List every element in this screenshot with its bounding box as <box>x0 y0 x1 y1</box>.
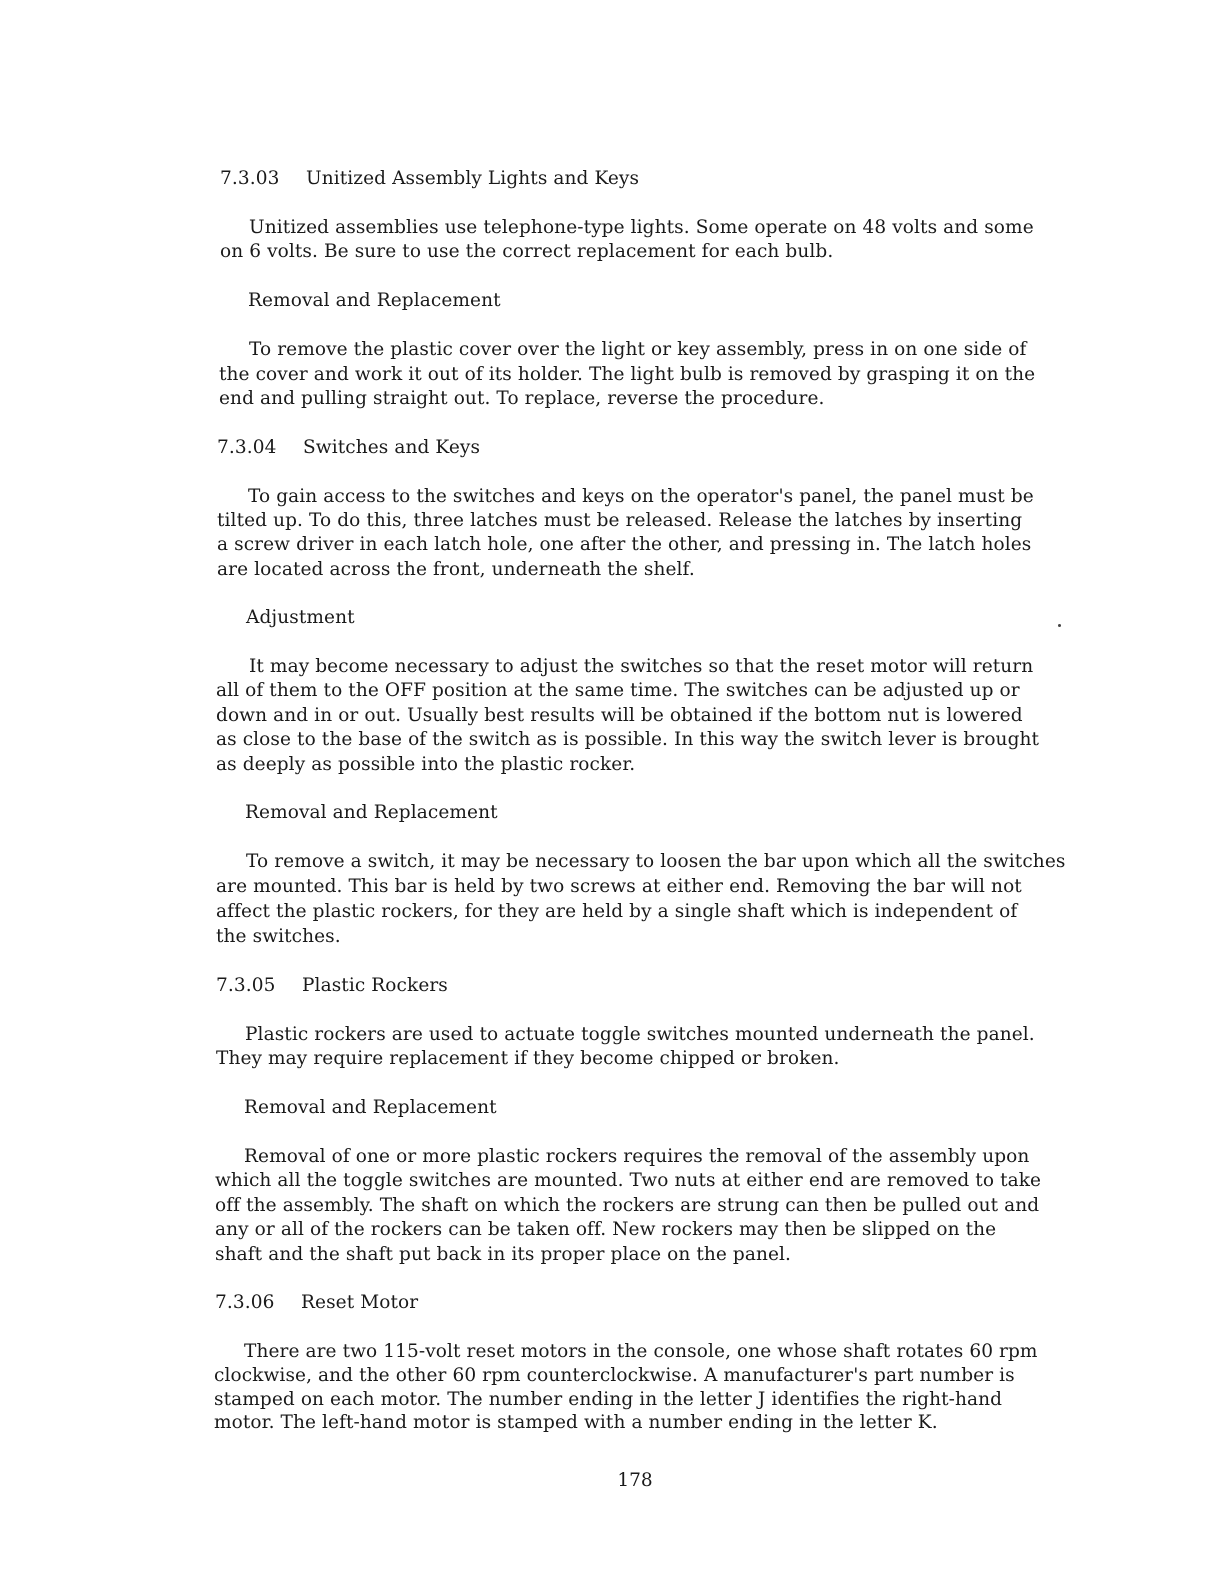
section-number: 7.3.04 <box>217 437 277 458</box>
section-title: Unitized Assembly Lights and Keys <box>306 168 640 189</box>
paragraph-line: any or all of the rockers can be taken off. New rockers may then be slipped on the <box>215 1219 997 1240</box>
paragraph-line: are located across the front, underneath the shelf. <box>217 559 695 580</box>
paragraph-line: Unitized assemblies use telephone-type lights. Some operate on 48 volts and some <box>249 217 1034 238</box>
subheading-removal-replacement: Removal and Replacement <box>245 802 498 823</box>
section-number: 7.3.03 <box>220 168 280 189</box>
section-number: 7.3.05 <box>216 975 276 996</box>
paragraph-line: shaft and the shaft put back in its proper place on the panel. <box>215 1244 792 1265</box>
paragraph-line: To remove the plastic cover over the light or key assembly, press in on one side of <box>249 339 1027 360</box>
section-title: Plastic Rockers <box>302 975 448 996</box>
section-heading-7-3-05 <box>216 974 448 998</box>
paragraph-line: tilted up. To do this, three latches must be released. Release the latches by inserting <box>217 510 1023 531</box>
subheading-adjustment: Adjustment <box>246 607 355 628</box>
paragraph-line: a screw driver in each latch hole, one after the other, and pressing in. The latch holes <box>217 534 1032 555</box>
subheading-removal-replacement: Removal and Replacement <box>244 1097 497 1118</box>
paragraph-line: It may become necessary to adjust the switches so that the reset motor will return <box>249 656 1034 677</box>
subheading-removal-replacement: Removal and Replacement <box>248 290 501 311</box>
paragraph-line: off the assembly. The shaft on which the rockers are strung can then be pulled out and <box>215 1195 1040 1216</box>
section-heading-7-3-04 <box>217 436 480 460</box>
section-title: Switches and Keys <box>303 437 481 458</box>
section-heading-7-3-06 <box>215 1291 418 1315</box>
paragraph-line: To gain access to the switches and keys on the operator's panel, the panel must be <box>248 486 1034 507</box>
section-number: 7.3.06 <box>215 1292 275 1313</box>
paragraph-line: the cover and work it out of its holder. The light bulb is removed by grasping it on the <box>219 364 1036 385</box>
paragraph-line: They may require replacement if they become chipped or broken. <box>216 1048 840 1069</box>
paragraph-line: To remove a switch, it may be necessary to loosen the bar upon which all the switches <box>246 851 1066 872</box>
paragraph-line: as close to the base of the switch as is possible. In this way the switch lever is brought <box>216 729 1040 750</box>
paragraph-line: which all the toggle switches are mounted. Two nuts at either end are removed to take <box>215 1170 1042 1191</box>
paragraph-line: are mounted. This bar is held by two screws at either end. Removing the bar will not <box>216 876 1022 897</box>
paragraph-line: all of them to the OFF position at the same time. The switches can be adjusted up or <box>216 680 1020 701</box>
paragraph-line: clockwise, and the other 60 rpm counterclockwise. A manufacturer's part number is <box>214 1365 1015 1386</box>
paragraph-line: end and pulling straight out. To replace, reverse the procedure. <box>219 388 825 409</box>
paragraph-line: stamped on each motor. The number ending in the letter J identifies the right-hand <box>214 1389 1003 1410</box>
paragraph-line: Plastic rockers are used to actuate toggle switches mounted underneath the panel. <box>245 1024 1035 1045</box>
section-title: Reset Motor <box>301 1292 419 1313</box>
paragraph-line: motor. The left-hand motor is stamped with a number ending in the letter K. <box>214 1412 938 1433</box>
paragraph-line: as deeply as possible into the plastic rocker. <box>216 754 636 775</box>
paragraph-line: There are two 115-volt reset motors in the console, one whose shaft rotates 60 rpm <box>244 1341 1038 1362</box>
section-heading-7-3-03 <box>220 167 639 191</box>
paragraph-line: the switches. <box>216 926 341 947</box>
page-number: 178 <box>617 1470 653 1491</box>
paragraph-line: down and in or out. Usually best results will be obtained if the bottom nut is lowered <box>216 705 1023 726</box>
paragraph-line: Removal of one or more plastic rockers requires the removal of the assembly upon <box>244 1146 1030 1167</box>
paragraph-line: affect the plastic rockers, for they are held by a single shaft which is independent of <box>216 901 1018 922</box>
stray-dot <box>1058 624 1061 627</box>
paragraph-line: on 6 volts. Be sure to use the correct replacement for each bulb. <box>220 241 834 262</box>
